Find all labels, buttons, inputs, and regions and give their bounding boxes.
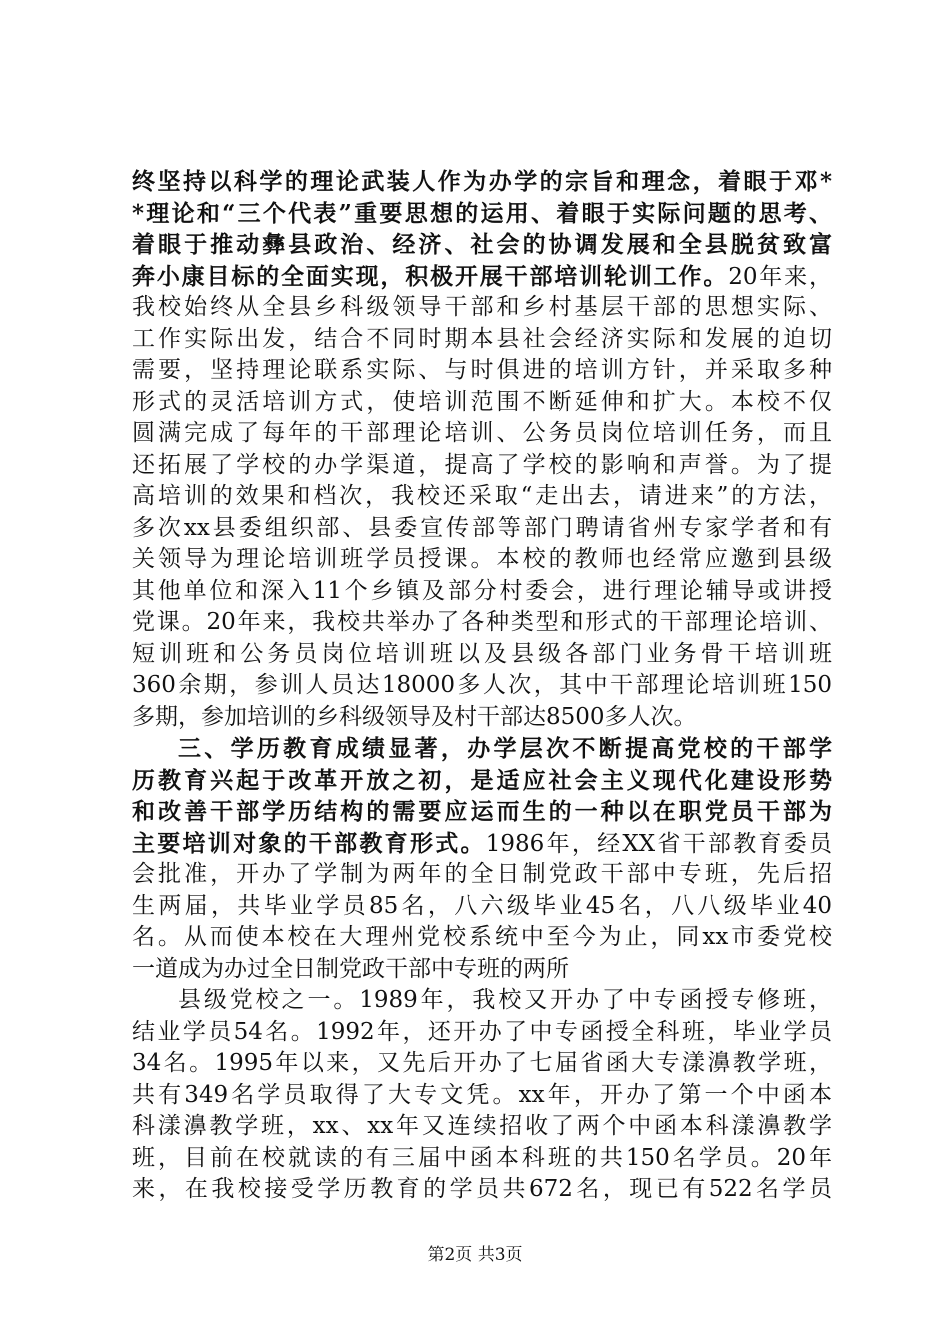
text-line: 名。从而使本校在大理州党校系统中至今为止，同xx市委党校 — [132, 924, 832, 950]
text-line: 科漾濞教学班，xx、xx年又连续招收了两个中函本科漾濞教学 — [132, 1113, 832, 1139]
text-line: 一道成为办过全日制党政干部中专班的两所 — [132, 955, 569, 982]
text-line: 历教育兴起于改革开放之初，是适应社会主义现代化建设形势 — [132, 766, 832, 794]
text-line: 还拓展了学校的办学渠道，提高了学校的影响和声誉。为了提 — [132, 451, 832, 478]
text-line: 班，目前在校就读的有三届中函本科班的共150名学员。20年 — [132, 1144, 832, 1171]
text-line: 共有349名学员取得了大专文凭。xx年，开办了第一个中函本 — [132, 1081, 832, 1108]
text-line: 终坚持以科学的理论武装人作为办学的宗旨和理念，着眼于邓* — [132, 168, 832, 195]
bold-segment: 主要培训对象的干部教育形式。 — [132, 829, 486, 857]
text-line: 和改善干部学历结构的需要应运而生的一种以在职党员干部为 — [132, 798, 832, 825]
text-line: 生两届，共毕业学员85名，八六级毕业45名，八八级毕业40 — [132, 892, 832, 919]
document-body — [132, 166, 832, 1206]
text-line: 多次xx县委组织部、县委宣传部等部门聘请省州专家学者和有 — [132, 514, 832, 541]
text-line: 工作实际出发，结合不同时期本县社会经济实际和发展的迫切 — [132, 325, 832, 352]
bold-segment: 奔小康目标的全面实现，积极开展干部培训轮训工作。 — [132, 262, 729, 290]
text-line: 短训班和公务员岗位培训班以及县级各部门业务骨干培训班 — [132, 640, 832, 667]
text-line: 多期，参加培训的乡科级领导及村干部达8500多人次。 — [132, 703, 697, 730]
text-line: 形式的灵活培训方式，使培训范围不断延伸和扩大。本校不仅 — [132, 388, 832, 415]
text-line: 党课。20年来，我校共举办了各种类型和形式的干部理论培训、 — [132, 609, 832, 635]
text-line: 三、学历教育成绩显著，办学层次不断提高党校的干部学 — [178, 735, 832, 762]
text-line: 需要，坚持理论联系实际、与时俱进的培训方针，并采取多种 — [132, 357, 832, 383]
text-line: 关领导为理论培训班学员授课。本校的教师也经常应邀到县级 — [132, 546, 832, 572]
text-line: 34名。1995年以来，又先后开办了七届省函大专漾濞教学班， — [132, 1050, 832, 1076]
text-line: 我校始终从全县乡科级领导干部和乡村基层干部的思想实际、 — [132, 294, 832, 320]
text-line: 县级党校之一。1989年，我校又开办了中专函授专修班， — [178, 987, 832, 1013]
text-line: *理论和“三个代表”重要思想的运用、着眼于实际问题的思考、 — [132, 199, 832, 227]
text-line: 其他单位和深入11个乡镇及部分村委会，进行理论辅导或讲授 — [132, 577, 832, 604]
normal-segment: 1986年，经XX省干部教育委员 — [485, 830, 833, 857]
text-line: 圆满完成了每年的干部理论培训、公务员岗位培训任务，而且 — [132, 420, 832, 446]
text-line: 来，在我校接受学历教育的学员共672名，现已有522名学员 — [132, 1176, 832, 1202]
text-line: 会批准，开办了学制为两年的全日制党政干部中专班，先后招 — [132, 861, 832, 887]
text-line: 结业学员54名。1992年，还开办了中专函授全科班，毕业学员 — [132, 1018, 832, 1045]
text-line: 着眼于推动彝县政治、经济、社会的协调发展和全县脱贫致富 — [132, 231, 832, 258]
page-footer: 第2页 共3页 — [427, 1245, 523, 1265]
text-line: 360余期，参训人员达18000多人次，其中干部理论培训班150 — [132, 672, 832, 698]
text-line — [132, 261, 832, 293]
text-line: 高培训的效果和档次，我校还采取“走出去，请进来”的方法， — [132, 483, 832, 509]
normal-segment: 20年来， — [728, 263, 832, 290]
text-line — [132, 828, 832, 860]
